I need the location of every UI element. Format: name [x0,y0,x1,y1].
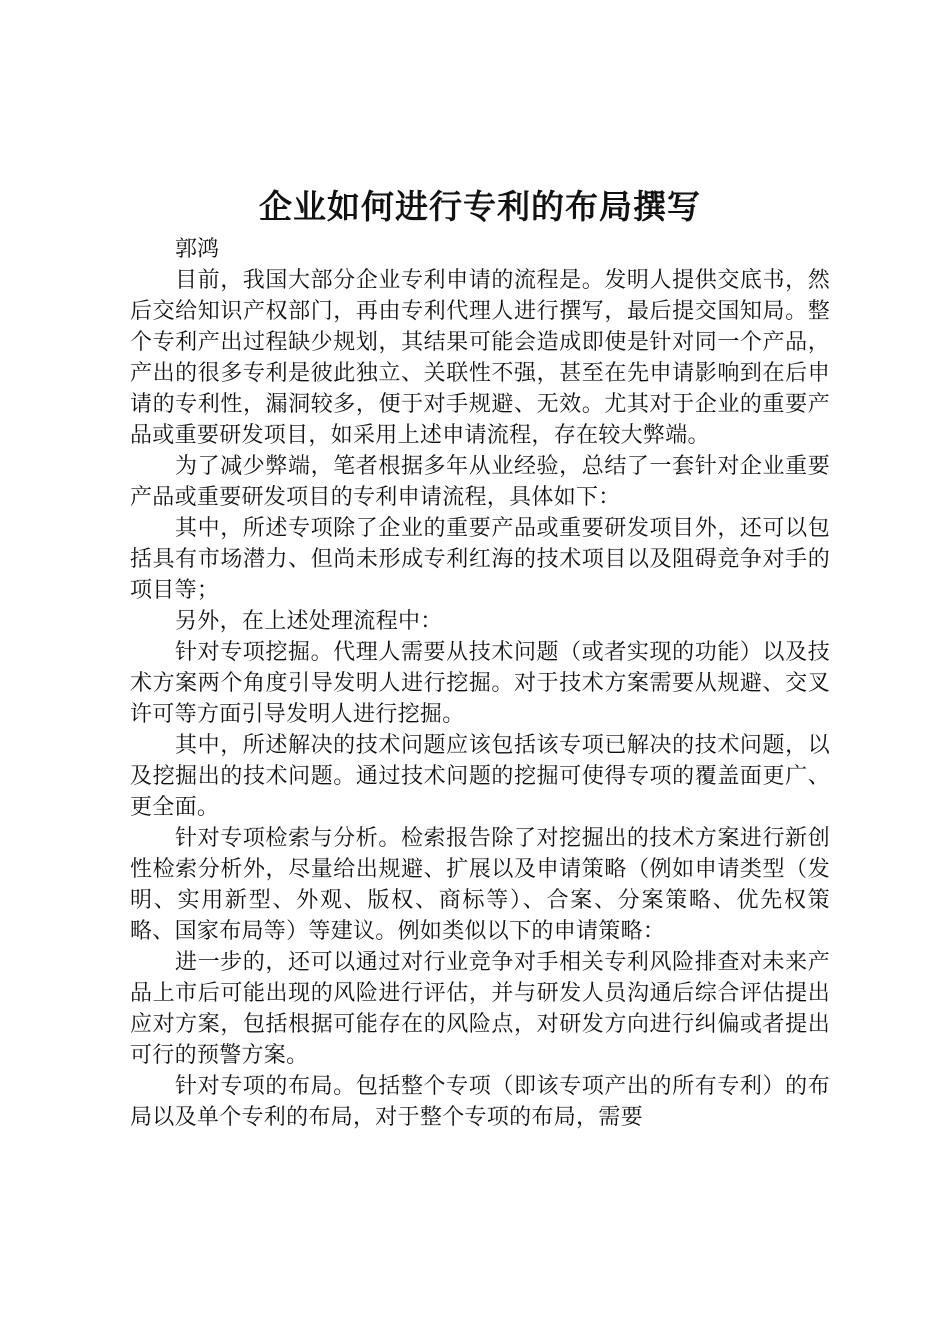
paragraph-6: 其中，所述解决的技术问题应该包括该专项已解决的技术问题，以及挖掘出的技术问题。通过技术问题的挖掘可使得专项的覆盖面更广、更全面。 [130,733,830,820]
paragraph-2: 为了减少弊端，笔者根据多年从业经验，总结了一套针对企业重要产品或重要研发项目的专利申请流程，具体如下： [130,454,830,510]
document-page [130,182,830,1133]
paragraph-7: 针对专项检索与分析。检索报告除了对挖掘出的技术方案进行新创性检索分析外，尽量给出规避、扩展以及申请策略（例如申请类型（发明、实用新型、外观、版权、商标等）、合案、分案策略、优先权策略、国家布局等）等建议。例如类似以下的申请策略： [130,826,830,944]
document-title: 企业如何进行专利的布局撰写 [259,187,701,226]
paragraph-9: 针对专项的布局。包括整个专项（即该专项产出的所有专利）的布局以及单个专利的布局，对于整个专项的布局，需要 [130,1074,830,1130]
paragraph-1: 目前，我国大部分企业专利申请的流程是。发明人提供交底书，然后交给知识产权部门，再由专利代理人进行撰写，最后提交国知局。整个专利产出过程缺少规划，其结果可能会造成即使是针对同一个产品，产出的很多专利是彼此独立、关联性不强，甚至在先申请影响到在后申请的专利性，漏洞较多，便于对手规避、无效。尤其对于企业的重要产品或重要研发项目，如采用上述申请流程，存在较大弊端。 [130,268,830,448]
paragraph-4: 另外，在上述处理流程中： [175,609,443,634]
paragraph-5: 针对专项挖掘。代理人需要从技术问题（或者实现的功能）以及技术方案两个角度引导发明人进行挖掘。对于技术方案需要从规避、交叉许可等方面引导发明人进行挖掘。 [130,640,830,727]
paragraph-8: 进一步的，还可以通过对行业竞争对手相关专利风险排查对未来产品上市后可能出现的风险进行评估，并与研发人员沟通后综合评估提出应对方案，包括根据可能存在的风险点，对研发方向进行纠偏或者提出可行的预警方案。 [130,950,830,1068]
paragraph-3: 其中，所述专项除了企业的重要产品或重要研发项目外，还可以包括具有市场潜力、但尚未形成专利红海的技术项目以及阻碍竞争对手的项目等； [130,516,830,603]
document-author: 郭鸿 [175,237,220,262]
